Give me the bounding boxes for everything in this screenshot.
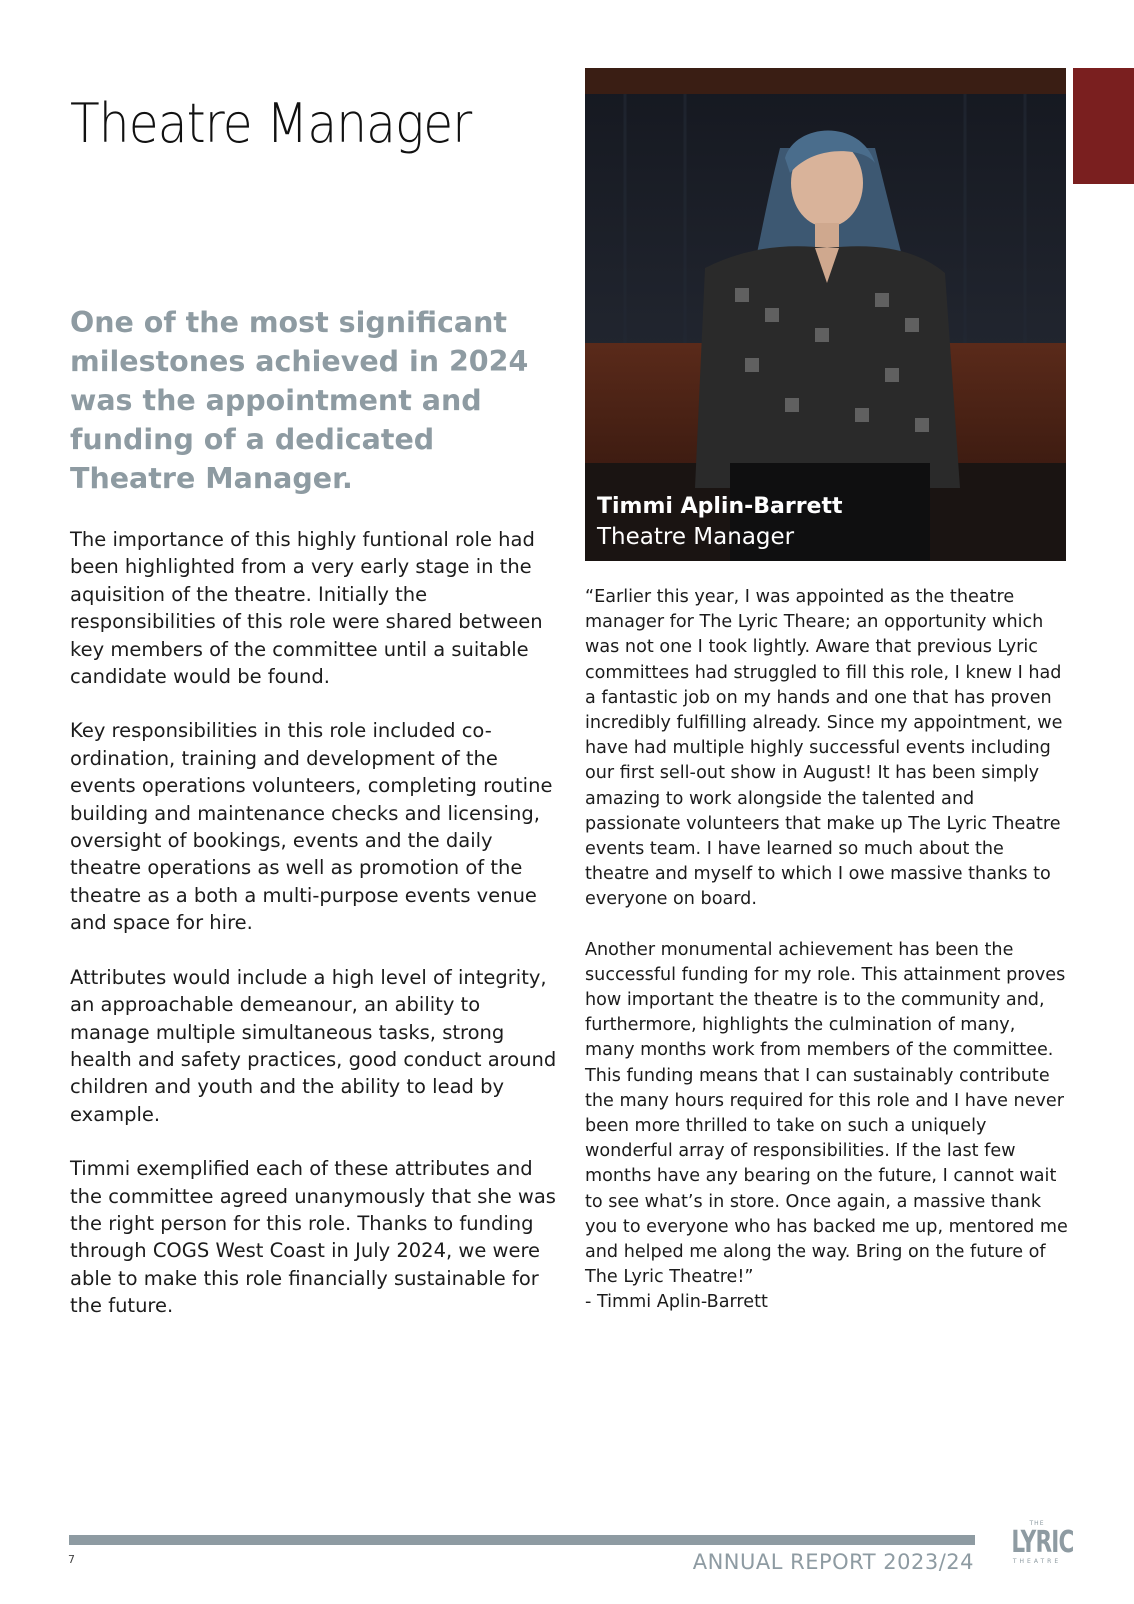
portrait-illustration	[585, 68, 1066, 561]
logo-top-text: THE	[1029, 1520, 1045, 1527]
quote-paragraph: Another monumental achievement has been the successful funding for my role. This attainment proves how important the theatre is to the community and, furthermore, highlights the culmination of many, many months work from members of the committee. This funding means that I can sustainably contribute the many hours required for this role and I have never been more thrilled to take on such a uniquely wonderful array of responsibilities. If the last few months have any bearing on the future, I cannot wait to see what’s in store. Once again, a massive thank you to everyone who has backed me up, mentored me and helped me along the way. Bring on the future of The Lyric Theatre!”	[585, 939, 1068, 1288]
logo-bottom-text: THEATRE	[1012, 1558, 1062, 1565]
body-paragraph: Key responsibilities in this role included co-ordination, training and development of the events operations volunteers, completing routine building and maintenance checks and licensing, oversight of bookings, events and the daily theatre operations as well as promotion of the theatre as a both a multi-purpose events venue and space for hire.	[70, 719, 553, 935]
body-paragraph: The importance of this highly funtional role had been highlighted from a very early stage in the aquisition of the theatre. Initially the responsibilities of this role were shared between key members of the committee until a suitable candidate would be found.	[70, 528, 543, 689]
page-number: 7	[68, 1553, 75, 1566]
quote-signature: - Timmi Aplin-Barrett	[585, 1292, 768, 1313]
body-column	[70, 526, 560, 1347]
footer-bar	[69, 1535, 975, 1545]
lead-statement: One of the most significant milestones achieved in 2024 was the appointment and funding of a dedicated Theatre Manager.	[70, 306, 529, 495]
quote-paragraph: “Earlier this year, I was appointed as the theatre manager for The Lyric Theare; an opportunity which was not one I took lightly. Aware that previous Lyric committees had struggled to fill this role, I knew I had a fantastic job on my hands and one that has proven incredibly fulfilling already. Since my appointment, we have had multiple highly successful events including our first sell-out show in August! It has been simply amazing to work alongside the talented and passionate volunteers that make up The Lyric Theatre events team. I have learned so much about the theatre and myself to which I owe massive thanks to everyone on board.	[585, 587, 1063, 910]
report-label: ANNUAL REPORT 2023/24	[692, 1550, 974, 1574]
quote-column	[585, 585, 1070, 1316]
logo-main-text: LYRIC	[1011, 1525, 1074, 1560]
body-paragraph: Attributes would include a high level of integrity, an approachable demeanour, an ability to manage multiple simultaneous tasks, strong health and safety practices, good conduct around children and youth and the ability to lead by example.	[70, 965, 557, 1126]
accent-block	[1073, 68, 1134, 184]
portrait-photo	[585, 68, 1066, 561]
caption-role: Theatre Manager	[597, 524, 795, 550]
lyric-logo	[1005, 1520, 1074, 1574]
body-paragraph: Timmi exemplified each of these attributes and the committee agreed unanymously that she was the right person for this role. Thanks to funding through COGS West Coast in July 2024, we were able to make this role financially sustainable for the future.	[70, 1157, 556, 1318]
page-title: Theatre Manager	[70, 92, 472, 155]
caption-name: Timmi Aplin-Barrett	[597, 494, 843, 519]
